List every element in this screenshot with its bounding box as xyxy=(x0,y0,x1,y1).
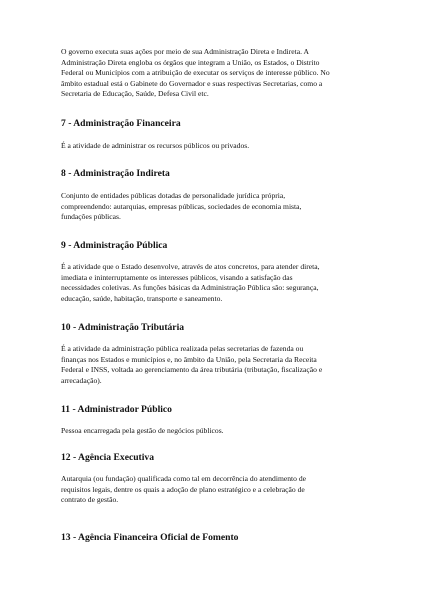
text-line: requisitos legais, dentre os quais a adoção de plano estratégico e a celebração de xyxy=(61,484,305,494)
text-line: Conjunto de entidades públicas dotadas de personalidade jurídica própria, xyxy=(61,191,286,200)
text-line: necessidades coletivas. As funções básicas da Administração Pública são: segurança, xyxy=(61,283,319,293)
section-heading: 12 - Agência Executiva xyxy=(61,452,154,463)
text-line: compreendendo: autarquias, empresas públicas, sociedades de economia mista, xyxy=(61,201,302,211)
section-paragraph xyxy=(61,426,381,437)
text-line: Administração Direta engloba os órgãos que integram a União, os Estados, o Distrito xyxy=(61,57,320,67)
text-line: É a atividade de administrar os recursos públicos ou privados. xyxy=(61,141,250,150)
text-line: imediata e ininterruptamente os interesses públicos, visando a satisfação das xyxy=(61,272,293,282)
text-line: arrecadação). xyxy=(61,375,102,385)
section-paragraph xyxy=(61,262,381,304)
text-line: Autarquia (ou fundação) qualificada como tal em decorrência do atendimento de xyxy=(61,474,307,483)
text-line: finanças nos Estados e municípios e, no âmbito da União, pela Secretaria da Receita xyxy=(61,354,317,364)
text-line: fundações públicas. xyxy=(61,212,121,222)
section-heading: 9 - Administração Pública xyxy=(61,240,168,251)
section-heading: 13 - Agência Financeira Oficial de Fomento xyxy=(61,532,239,543)
text-line: âmbito estadual está o Gabinete do Governador e suas respectivas Secretarias, como a xyxy=(61,78,323,88)
section-paragraph xyxy=(61,141,381,152)
text-line: Pessoa encarregada pela gestão de negócios públicos. xyxy=(61,426,224,435)
section-paragraph xyxy=(61,474,381,506)
text-line: contrato de gestão. xyxy=(61,495,119,505)
section-heading: 10 - Administração Tributária xyxy=(61,322,185,333)
section-heading: 11 - Administrador Público xyxy=(61,404,172,415)
text-line: É a atividade que o Estado desenvolve, através de atos concretos, para atender direta, xyxy=(61,262,320,271)
section-heading: 8 - Administração Indireta xyxy=(61,168,170,179)
text-line: educação, saúde, habitação, transporte e saneamento. xyxy=(61,293,223,303)
text-line: Secretaria de Educação, Saúde, Defesa Civil etc. xyxy=(61,89,209,99)
intro-paragraph xyxy=(61,47,381,100)
text-line: O governo executa suas ações por meio de sua Administração Direta e Indireta. A xyxy=(61,47,309,56)
section-paragraph xyxy=(61,344,381,386)
text-line: É a atividade da administração pública realizada pelas secretarias de fazenda ou xyxy=(61,344,304,353)
section-heading: 7 - Administração Financeira xyxy=(61,118,181,129)
text-line: Federal ou Municípios com a atribuição de executar os serviços de interesse público. No xyxy=(61,68,330,78)
text-line: Federal e INSS, voltada ao gerenciamento da área tributária (tributação, fiscalização e xyxy=(61,365,323,375)
section-paragraph xyxy=(61,191,381,223)
